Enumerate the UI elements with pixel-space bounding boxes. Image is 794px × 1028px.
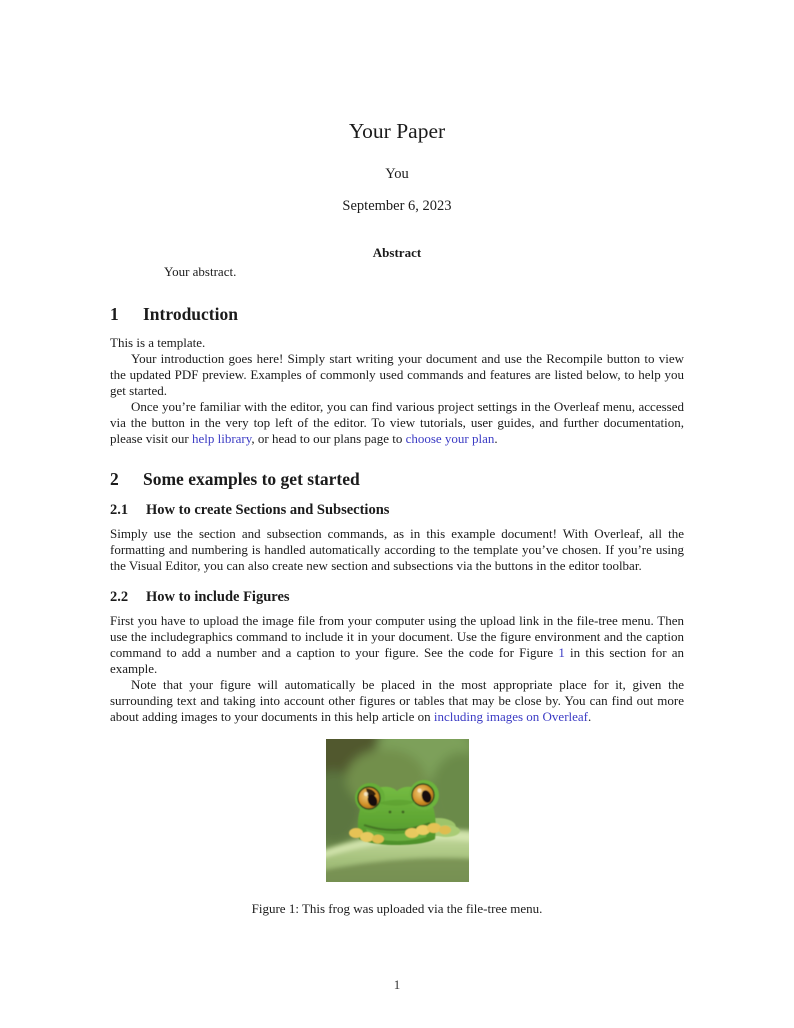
including-images-link[interactable]: including images on Overleaf: [433, 709, 589, 724]
section-number: 2: [110, 469, 119, 489]
paper-title: Your Paper: [348, 119, 446, 143]
text-segment: Once you’re familiar with the editor, you can find various project settings in the Overleaf menu, accessed via the button in the very top left of the editor. To view tutorials, user guides, and further documentation, please visit our: [110, 399, 684, 446]
figure-1-ref-link[interactable]: 1: [558, 645, 565, 660]
subsection-2-1-paragraph: Simply use the section and subsection commands, as in this example document! With Overleaf, all the formatting and numbering is handled automatically according to the template you’ve chosen. If you’re using the Visual Editor, you can also create new section and subsections via the buttons in the editor toolbar.: [110, 526, 684, 573]
text-segment: .: [494, 431, 498, 446]
figure-1: [110, 739, 684, 887]
subsection-2-1-heading: [110, 502, 684, 519]
section-title: Introduction: [143, 304, 238, 324]
help-library-link[interactable]: help library: [191, 431, 252, 446]
subsection-title: How to include Figures: [146, 589, 290, 605]
section-number: 1: [110, 304, 119, 324]
text-segment: in this section for an example.: [110, 645, 685, 676]
page-number: 1: [393, 977, 401, 992]
subsection-title: How to create Sections and Subsections: [146, 502, 390, 518]
choose-your-plan-link[interactable]: choose your plan: [405, 431, 495, 446]
abstract-text: Your abstract.: [164, 264, 237, 279]
text-segment: First you have to upload the image file from your computer using the upload link in the file-tree menu. Then use the includegraphics command to include it in your document. Use the figure environment and the caption command to add a number and a caption to your figure. See the code for Figure: [110, 613, 684, 660]
text-segment: Note that your figure will automatically be placed in the most appropriate place for it, given the surrounding text and taking into account other figures or tables that may be close by. You can find out more about adding images to your documents in this help article on: [110, 677, 684, 724]
subsection-number: 2.2: [110, 589, 129, 605]
section-2-heading: [110, 469, 684, 490]
paper-date: September 6, 2023: [342, 198, 452, 214]
figures-paragraph-2: [110, 677, 684, 725]
section-title: Some examples to get started: [143, 469, 360, 489]
section-1-heading: [110, 304, 684, 325]
figures-paragraph-1: [110, 613, 684, 677]
text-segment: , or head to our plans page to: [251, 431, 406, 446]
intro-paragraph-2: Your introduction goes here! Simply start writing your document and use the Recompile button to view the updated PDF preview. Examples of commonly used commands and features are listed below, to help you get started.: [110, 351, 684, 398]
intro-paragraph-1: This is a template.: [110, 335, 206, 350]
intro-paragraph-3: [110, 399, 684, 447]
abstract-heading: Abstract: [372, 245, 422, 260]
subsection-number: 2.1: [110, 502, 129, 518]
text-segment: .: [588, 709, 592, 724]
frog-photo: [326, 739, 469, 882]
figure-caption: Figure 1: This frog was uploaded via the file-tree menu.: [251, 901, 543, 916]
subsection-2-2-heading: [110, 589, 684, 606]
paper-author: You: [385, 166, 409, 182]
